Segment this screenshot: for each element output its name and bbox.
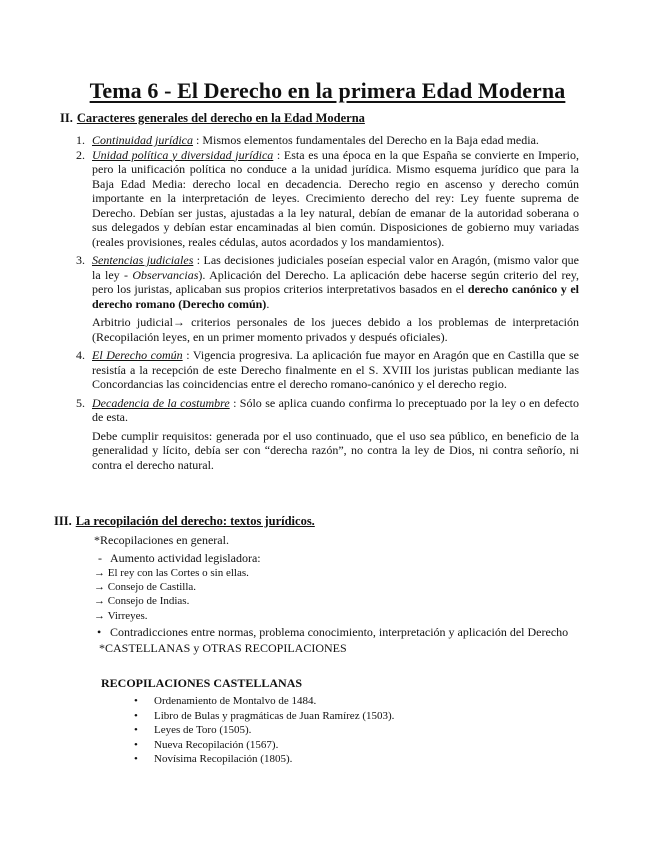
list-item-continuidad — [76, 133, 579, 148]
list-item-costumbre — [76, 395, 579, 473]
section-2-number: II. — [60, 111, 73, 125]
bullet-icon: • — [134, 709, 138, 722]
item-number: 2. — [76, 147, 85, 162]
list-item — [132, 709, 394, 724]
dash-marker: - — [98, 550, 102, 565]
item-text: : Mismos elementos fundamentales del Derecho en la Baja edad media. — [193, 133, 539, 147]
bullet-icon: • — [134, 695, 138, 707]
item-number: 1. — [76, 133, 85, 147]
list-item-text: Libro de Bulas y pragmáticas de Juan Ramírez (1503). — [154, 709, 395, 722]
list-item-unidad — [76, 147, 579, 250]
arrow-item-text: El rey con las Cortes o sin ellas. — [107, 567, 249, 579]
recopilaciones-general: *Recopilaciones en general. — [94, 533, 229, 547]
list-item-sentencias — [76, 253, 579, 344]
item-label: Continuidad jurídica — [92, 133, 194, 147]
bullet-item — [94, 625, 580, 640]
item-text: : Sólo se aplica cuando confirma lo preceptuado por la ley o en defecto de esta. — [92, 395, 579, 424]
list-item-text: Leyes de Toro (1505). — [154, 724, 252, 737]
arrow-icon: → — [94, 567, 105, 579]
recopilaciones-castellanas-heading: RECOPILACIONES CASTELLANAS — [101, 676, 303, 690]
item-text: : Vigencia progresiva. La aplicación fue mayor en Aragón que en Castilla que se resistía a la recepción de este Derecho finalmente en el S. XVIII los juristas publican mediante las Concordancias las coincidencias entre el derecho romano-canónico y el derecho regio. — [92, 348, 579, 391]
arrow-item-text: Consejo de Indias. — [107, 595, 190, 608]
bullet-icon: • — [97, 624, 102, 639]
bullet-item-text: Contradicciones entre normas, problema conocimiento, interpretación y aplicación del Derecho — [110, 624, 569, 639]
arrow-item-text: Consejo de Castilla. — [107, 581, 197, 594]
section-2-heading — [60, 111, 365, 126]
item-text-bold: derecho canónico y el derecho romano (Derecho común) — [92, 282, 579, 311]
arrow-item — [94, 566, 580, 580]
bullet-icon: • — [134, 724, 138, 737]
recopilaciones-castellanas-list — [132, 694, 394, 767]
list-item — [132, 752, 394, 767]
arrow-item — [94, 609, 580, 623]
list-item-text: Novísima Recopilación (1805). — [154, 753, 293, 766]
item-label: Sentencias judiciales — [92, 253, 194, 267]
list-item-text: Nueva Recopilación (1567). — [154, 738, 279, 751]
item-text-italic: Observancias — [132, 267, 199, 282]
list-item-text: Ordenamiento de Montalvo de 1484. — [154, 695, 317, 707]
rc-heading-block — [101, 676, 302, 691]
bullet-icon: • — [134, 738, 138, 751]
item-text: : Esta es una época en la que España se convierte en Imperio, pero la unificación política no conduce a la unidad jurídica. Mismo esquema jurídico que para la Baja Edad Media: derecho local en decadencia. Derecho regio en ascenso y derecho común importante en la interpretación de leyes. Crecimiento derecho del rey: Ley fuente suprema de Derecho. Debían ser justas, ajustadas a la ley natural, debían de emanar de la autoridad soberana o sus delegados y debían estar encaminadas al bien común. Disposiciones de gobierno muy variadas (reales provisiones, reales cédulas, autos acordados y los mandamientos). — [92, 147, 579, 249]
section-3-body — [94, 533, 580, 656]
item-label: El Derecho común — [92, 348, 183, 362]
section-3-heading — [54, 514, 315, 529]
list-item — [132, 723, 394, 738]
item-text: : Las decisiones judiciales poseían especial valor en Aragón, (mismo valor que la ley - — [92, 253, 579, 282]
list-item-derecho-comun — [76, 348, 579, 392]
dash-item-text: Aumento actividad legisladora: — [110, 550, 261, 565]
item-number: 3. — [76, 253, 85, 267]
arrow-icon: → — [94, 581, 105, 594]
arrow-list — [94, 566, 580, 623]
section-3-number: III. — [54, 514, 72, 528]
item-paragraph: Arbitrio judicial→ criterios personales de los jueces debido a los problemas de interpretación (Recopilación leyes, en un primer momento privados y después oficiales). — [92, 315, 579, 344]
dash-item — [94, 551, 580, 566]
item-text: ). Aplicación del Derecho. La aplicación debe hacerse según criterio del rey, pero los juristas, aplicaban sus propios criterios interpretativos basados en el — [92, 267, 579, 296]
arrow-item-text: Virreyes. — [107, 609, 148, 622]
item-label: Unidad política y diversidad jurídica — [92, 147, 274, 162]
item-number: 5. — [76, 395, 85, 410]
section-2-title: Caracteres generales del derecho en la Edad Moderna — [76, 111, 365, 125]
page-title: Tema 6 - El Derecho en la primera Edad Moderna — [89, 78, 566, 103]
arrow-item — [94, 580, 580, 594]
castellanas-otras: *CASTELLANAS y OTRAS RECOPILACIONES — [99, 641, 347, 656]
item-number: 4. — [76, 348, 85, 362]
list-item — [132, 694, 394, 709]
item-paragraph: Debe cumplir requisitos: generada por el uso continuado, que el uso sea público, en beneficio de la generalidad y lícito, debía ser con “derecha razón”, no contra la ley de Dios, ni contra señorío, ni contra el derecho natural. — [92, 428, 579, 472]
list-item — [132, 738, 394, 753]
section-2-list — [76, 133, 579, 472]
item-text: . — [266, 296, 270, 311]
item-label: Decadencia de la costumbre — [92, 395, 230, 410]
section-3-title: La recopilación del derecho: textos jurídicos. — [75, 514, 315, 528]
arrow-icon: → — [94, 595, 105, 608]
arrow-icon: → — [94, 609, 105, 622]
bullet-icon: • — [134, 753, 138, 766]
arrow-item — [94, 594, 580, 608]
